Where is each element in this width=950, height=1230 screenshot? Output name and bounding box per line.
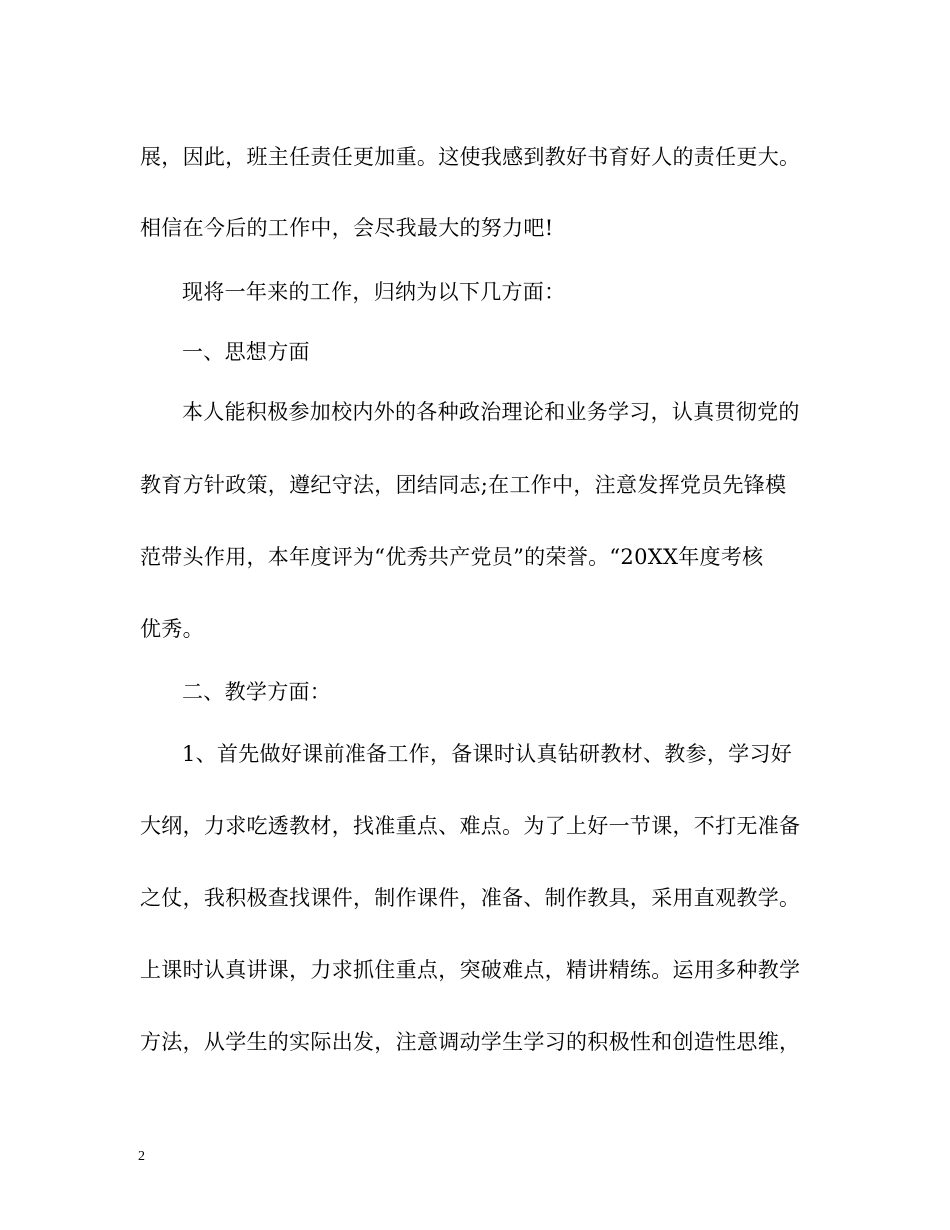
paragraph-line: 现将一年来的工作，归纳为以下几方面： (182, 280, 566, 304)
page-number: 2 (138, 1149, 145, 1164)
section-heading: 一、思想方面 (182, 340, 310, 364)
text-line: 展，因此，班主任责任更加重。这使我感到教好书育好人的责任更大。 (140, 145, 801, 169)
text-line: 教育方针政策，遵纪守法，团结同志;在工作中，注意发挥党员先锋模 (140, 473, 787, 497)
text-line: 范带头作用，本年度评为“优秀共产党员”的荣誉。“20XX年度考核 (140, 545, 764, 569)
text-line: 相信在今后的工作中，会尽我最大的努力吧! (140, 216, 554, 240)
text-line: 上课时认真讲课，力求抓住重点，突破难点，精讲精练。运用多种教学 (140, 958, 801, 982)
paragraph-line: 1、首先做好课前准备工作，备课时认真钻研教材、教参，学习好 (182, 742, 793, 766)
text-line: 大纲，力求吃透教材，找准重点、难点。为了上好一节课，不打无准备 (140, 814, 801, 838)
text-line: 方法，从学生的实际出发，注意调动学生学习的积极性和创造性思维， (140, 1030, 801, 1054)
text-line: 优秀。 (140, 617, 204, 641)
text-line: 之仗，我积极查找课件，制作课件，准备、制作教具，采用直观教学。 (140, 886, 801, 910)
section-heading: 二、教学方面： (182, 680, 332, 704)
paragraph-line: 本人能积极参加校内外的各种政治理论和业务学习，认真贯彻党的 (182, 400, 800, 424)
